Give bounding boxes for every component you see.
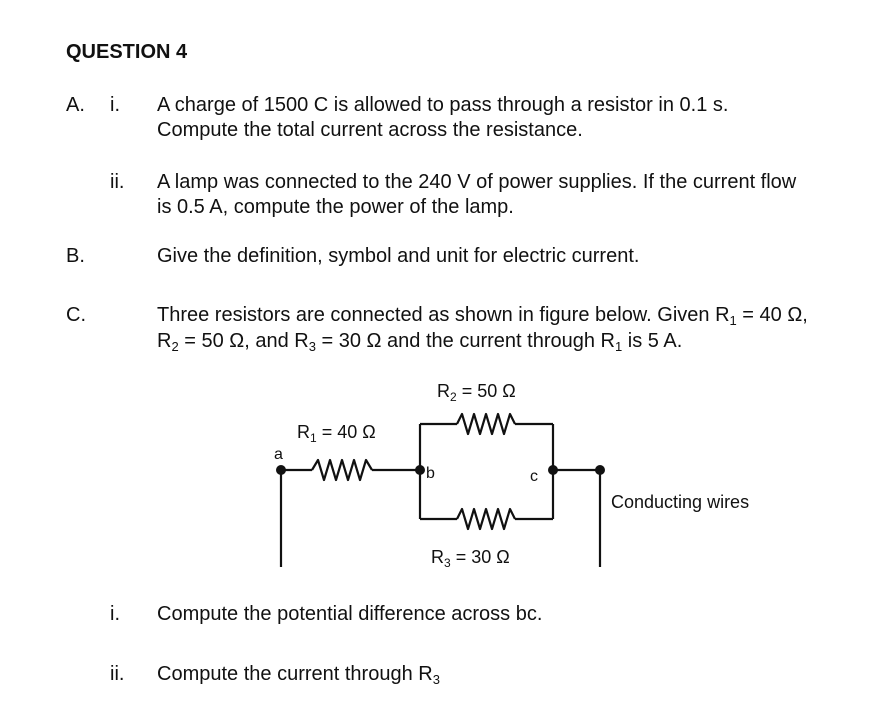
section-c-line2: $R_2 = 50$ Ω, and $R_3 = 30$ Ω and the current through $R_1$ is 5 A. <box>157 330 683 354</box>
section-c-ii-text: Compute the current through $R_3$ <box>157 663 440 687</box>
section-a-i-line1: A charge of 1500 C is allowed to pass through a resistor in 0.1 s. <box>157 94 729 116</box>
r1-label: $R_1 = 40$ Ω <box>297 422 376 445</box>
question-title: QUESTION 4 <box>66 41 188 63</box>
section-a-i-number: i. <box>110 94 120 116</box>
node-c-label: c <box>530 468 538 485</box>
section-a-ii-number: ii. <box>110 171 125 193</box>
section-a-ii-line2: is 0.5 A, compute the power of the lamp. <box>157 196 514 218</box>
section-a-label: A. <box>66 94 85 116</box>
r1-resistor <box>312 460 372 480</box>
section-a-i-line2: Compute the total current across the resistance. <box>157 119 583 141</box>
left-conducting-wire <box>281 470 312 567</box>
section-c-i-number: i. <box>110 603 120 625</box>
right-wire-dot <box>595 465 605 475</box>
node-b-label: b <box>426 465 435 482</box>
node-a-dot <box>276 465 286 475</box>
r2-resistor <box>457 414 515 434</box>
section-c-ii-number: ii. <box>110 663 125 685</box>
r3-label: $R_3 = 30$ Ω <box>431 547 510 570</box>
node-c-dot <box>548 465 558 475</box>
section-c-label: C. <box>66 304 86 326</box>
node-b-dot <box>415 465 425 475</box>
node-a-label: a <box>274 446 283 463</box>
section-b-label: B. <box>66 245 85 267</box>
section-c-line1: Three resistors are connected as shown in figure below. Given $R_1 = 40$ Ω, <box>157 304 808 328</box>
r3-resistor <box>457 509 515 529</box>
conducting-wires-label: Conducting wires <box>611 492 750 512</box>
section-a-ii-line1: A lamp was connected to the 240 V of power supplies. If the current flow <box>157 171 797 193</box>
r2-label: $R_2 = 50$ Ω <box>437 381 516 404</box>
section-b-text: Give the definition, symbol and unit for electric current. <box>157 245 640 267</box>
section-c-i-text: Compute the potential difference across bc. <box>157 603 543 625</box>
